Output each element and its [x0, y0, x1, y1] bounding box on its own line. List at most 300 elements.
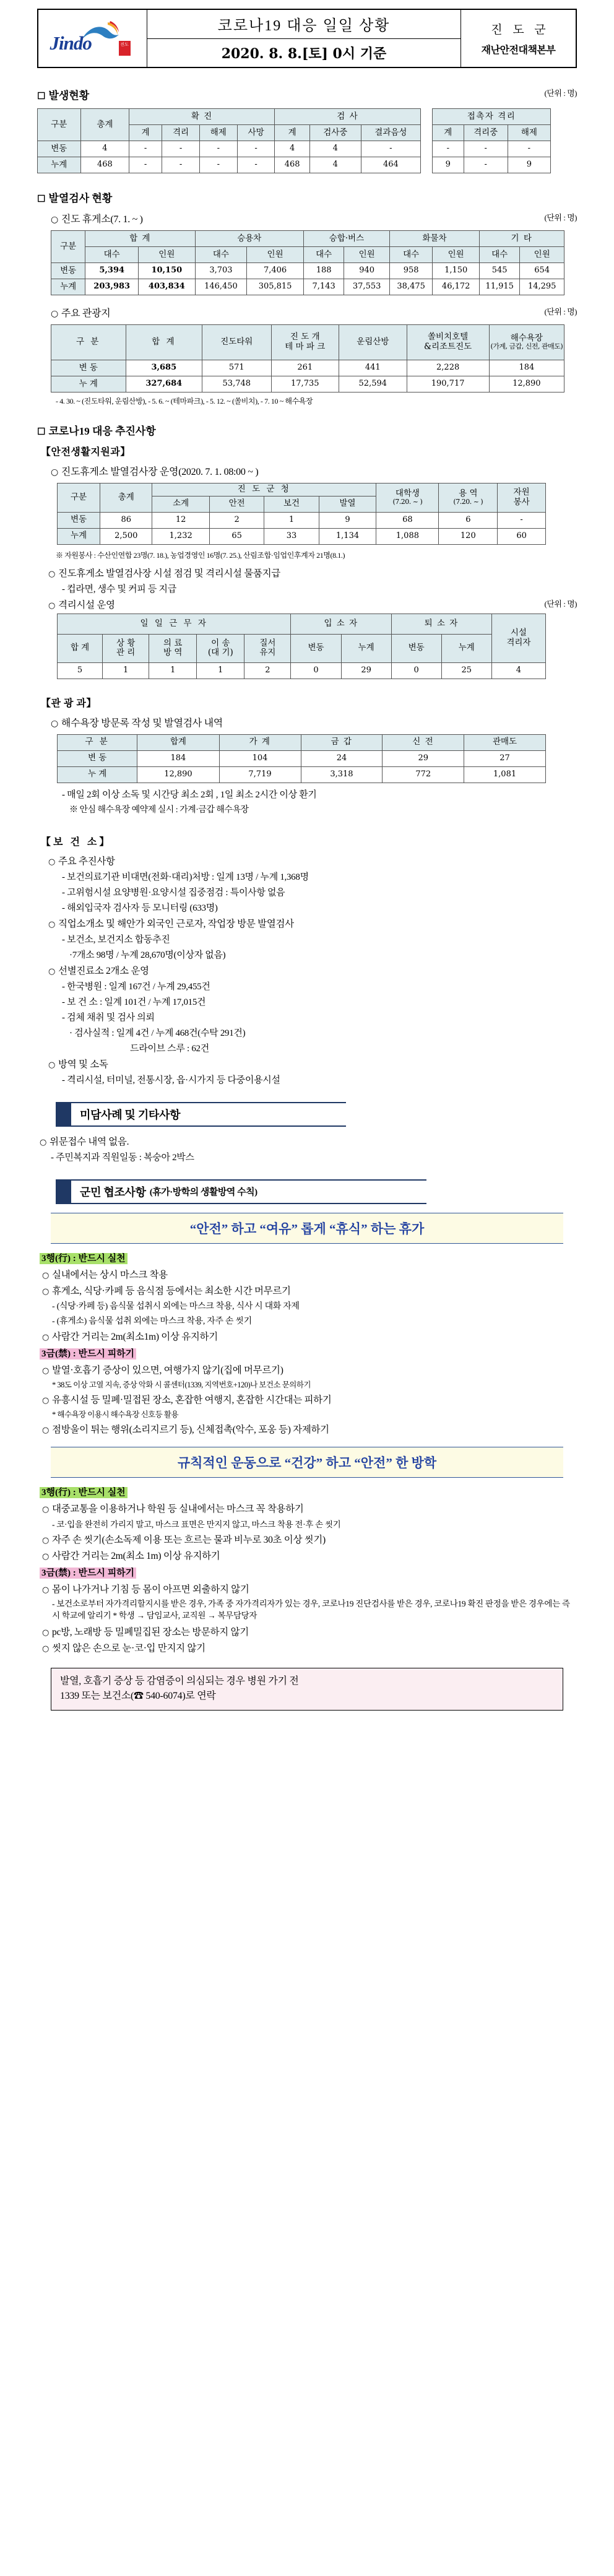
- cell: 4: [309, 157, 361, 173]
- section-heading-fever: ☐ 발열검사 현황: [37, 193, 113, 204]
- cell: 46,172: [433, 279, 480, 295]
- unit-label-2: (단위 : 명): [544, 213, 577, 222]
- th-out-cumulative: 누계: [441, 634, 491, 662]
- vacation-practice-list: [37, 1267, 577, 1343]
- cell: 27: [464, 750, 546, 766]
- cell: 146,450: [195, 279, 247, 295]
- cell: 86: [100, 512, 152, 528]
- table-row: [433, 157, 551, 173]
- th-confirm-iso: 격리: [162, 125, 200, 141]
- list-item: * 38도 이상 고열 지속, 증상 악화 시 콜센터(1339, 지역번호+120)나 보건소 문의하기: [52, 1380, 311, 1389]
- list-item: ○ 선별진료소 2개소 운영: [48, 965, 149, 976]
- cell: 68: [376, 512, 439, 528]
- list-item: - (휴게소) 음식물 섭취 외에는 마스크 착용, 자주 손 씻기: [52, 1316, 252, 1326]
- circle-bullet-icon: ○: [40, 1137, 47, 1147]
- th-situation-mgmt: 상 황 관 리: [103, 634, 149, 662]
- dept-heading-health-center: 【보 건 소】: [41, 836, 112, 848]
- occurrence-tables: [37, 108, 577, 173]
- cell: 33: [264, 528, 319, 544]
- cell: 1,150: [433, 263, 480, 279]
- list-item: - 보건소, 보건지소 합동추진: [62, 934, 170, 945]
- circle-bullet-icon: ○: [42, 1585, 50, 1595]
- unit-label-4: (단위 : 명): [544, 599, 577, 609]
- cell: 24: [301, 750, 383, 766]
- th-count: 대수: [195, 247, 247, 263]
- alert-line-2: 1339 또는 보건소(☎ 540-6074)로 연락: [60, 1690, 216, 1701]
- cell: 25: [441, 662, 491, 679]
- table-row: [51, 376, 564, 392]
- circle-bullet-icon: ○: [42, 1395, 50, 1405]
- cell: -: [508, 141, 550, 157]
- dept-heading-safety: 【안전생활지원과】: [41, 447, 131, 458]
- list-item: ·7개소 98명 / 누계 28,670명(이상자 없음): [69, 950, 226, 960]
- cell: 7,143: [303, 279, 344, 295]
- cell: 203,983: [85, 279, 139, 295]
- logo-wordmark: Jindo: [50, 32, 92, 54]
- occurrence-main-table: [37, 108, 421, 173]
- list-item: ○ 자주 손 씻기(손소독제 이용 또는 흐르는 물과 비누로 30초 이상 씻기): [42, 1534, 326, 1545]
- row-label: 누계: [58, 528, 100, 544]
- circle-bullet-icon: ○: [42, 1504, 50, 1514]
- logo-badge: 진도: [119, 41, 131, 56]
- health-center-list: [37, 854, 577, 1086]
- circle-bullet-icon: ○: [42, 1270, 50, 1280]
- cell: 53,748: [202, 376, 271, 392]
- list-item: ○ 사람간 거리는 2m(최소 1m) 이상 유지하기: [42, 1550, 220, 1561]
- th-discharged-group: 퇴 소 자: [391, 614, 491, 634]
- tag-pink-avoid-1: 3금(禁) : 반드시 피하기: [40, 1347, 577, 1360]
- cell: 7,406: [247, 263, 304, 279]
- circle-bullet-icon: ○: [42, 1644, 50, 1654]
- fever-station-table: [57, 483, 546, 545]
- th-service: 용 역 (7.20. ~ ): [439, 484, 498, 513]
- cell: 9: [433, 157, 464, 173]
- masthead: [37, 9, 577, 68]
- bluebar-label: 군민 협조사항 (휴가·방학의 생활방역 수칙): [71, 1179, 426, 1204]
- cell: 11,915: [479, 279, 519, 295]
- schoolbreak-avoid-list: [37, 1582, 577, 1654]
- cell: 1,081: [464, 766, 546, 783]
- emergency-contact-box: [51, 1668, 563, 1711]
- th-gubun: 구 분: [51, 325, 126, 360]
- th-group-bus: 승합·버스: [303, 231, 389, 247]
- list-item: ○ 휴게소, 식당·카페 등 음식점 등에서는 최소한 시간 머무르기: [42, 1285, 291, 1296]
- th-group-truck: 화물차: [389, 231, 479, 247]
- th-sol-beach: 쏠비치호텔 &리조트진도: [407, 325, 489, 360]
- circle-bullet-icon: ○: [42, 1628, 50, 1637]
- list-item: - 주민복지과 직원일동 : 복숭아 2박스: [51, 1152, 194, 1163]
- cell: 1,088: [376, 528, 439, 544]
- cell: 654: [520, 263, 564, 279]
- beach-note-2: ※ 안심 해수욕장 예약제 실시 : 가계·금갑 해수욕장: [69, 805, 249, 815]
- list-item: ○ 실내에서는 상시 마스크 착용: [42, 1269, 168, 1280]
- th-univ-student: 대학생 (7.20. ~ ): [376, 484, 439, 513]
- list-item: ○ 위문접수 내역 없음.: [40, 1136, 129, 1147]
- list-item: · 검사실적 : 일계 4건 / 누계 468건(수탁 291건): [69, 1028, 246, 1038]
- th-gwanmaedo: 관매도: [464, 734, 546, 750]
- th-people: 인원: [433, 247, 480, 263]
- list-item: - 고위험시설 요양병원·요양시설 집중점검 : 특이사항 없음: [62, 887, 285, 898]
- circle-bullet-icon: ○: [48, 857, 56, 867]
- cell: 29: [383, 750, 464, 766]
- th-people: 인원: [139, 247, 196, 263]
- bluebar-swatch: [56, 1179, 71, 1204]
- list-item: - 보건의료기관 비대면(전화·대리)처방 : 일계 13명 / 누계 1,368명: [62, 872, 309, 882]
- vacation-avoid-list: [37, 1363, 577, 1436]
- th-beach: 해수욕장 (가계, 금갑, 신전, 관매도): [489, 325, 564, 360]
- bluebar-citizen-cooperation: [56, 1179, 577, 1204]
- list-item: ○ 몸이 나가거나 기침 등 몸이 아프면 외출하지 않기: [42, 1584, 249, 1595]
- cell: 571: [202, 360, 271, 376]
- cell: 12,890: [137, 766, 219, 783]
- list-item: - 해외입국자 검사자 등 모니터링 (633명): [62, 903, 218, 913]
- list-item: - 코·입을 완전히 가리지 말고, 마스크 표면은 만지지 않고, 마스크 착용 전·후 손 씻기: [52, 1519, 341, 1529]
- cell: -: [361, 141, 420, 157]
- tourist-sites-note: - 4. 30. ~ (진도타워, 운림산방), - 5. 6. ~ (테마파크), - 5. 12. ~ (쏠비치), - 7. 10 ~ 해수욕장: [56, 397, 313, 405]
- cell: 4: [309, 141, 361, 157]
- masthead-center: [147, 10, 461, 67]
- table-row: [58, 750, 546, 766]
- cell: 10,150: [139, 263, 196, 279]
- circle-bullet-icon: ○: [42, 1551, 50, 1561]
- table-row: [58, 512, 546, 528]
- circle-bullet-icon: ○: [51, 718, 58, 729]
- cell: 0: [391, 662, 441, 679]
- bluebar-label: 미담사례 및 기타사항: [71, 1102, 346, 1127]
- th-safety: 안전: [209, 496, 264, 512]
- th-group-total: 합 계: [85, 231, 195, 247]
- list-item: ○ 씻지 않은 손으로 눈·코·입 만지지 않기: [42, 1642, 205, 1654]
- tag-pink-avoid-2: 3금(禁) : 반드시 피하기: [40, 1566, 577, 1579]
- alert-line-1: 발열, 호흡기 증상 등 감염증이 의심되는 경우 병원 가기 전: [60, 1675, 299, 1686]
- cell: 468: [275, 157, 309, 173]
- table-row: [58, 662, 546, 679]
- th-gubun: 구분: [51, 231, 85, 263]
- cell: 5: [58, 662, 103, 679]
- cell: 120: [439, 528, 498, 544]
- cell: 2: [209, 512, 264, 528]
- row-label: 변동: [58, 512, 100, 528]
- cell: 0: [291, 662, 341, 679]
- subheading-tourist-sites: ○ 주요 관광지 (단위 : 명): [51, 305, 577, 319]
- cell: 3,703: [195, 263, 247, 279]
- cell: 17,735: [271, 376, 339, 392]
- th-count: 대수: [85, 247, 139, 263]
- th-test-group: 검 사: [275, 109, 421, 125]
- th-subtotal: 소계: [152, 496, 210, 512]
- th-total: 합계: [137, 734, 219, 750]
- cell: -: [199, 157, 237, 173]
- beach-visit-table: [57, 734, 546, 783]
- cell: -: [237, 157, 275, 173]
- list-item: - (식당·카페 등) 음식물 섭취시 외에는 마스크 착용, 식사 시 대화 자제: [52, 1301, 300, 1311]
- th-test-negative: 결과음성: [361, 125, 420, 141]
- cell: 1: [103, 662, 149, 679]
- tag-green-practice-1: 3행(行) : 반드시 실천: [40, 1251, 577, 1264]
- circle-bullet-icon: ○: [48, 601, 56, 610]
- cell: 2,500: [100, 528, 152, 544]
- row-label: 변 동: [51, 360, 126, 376]
- cell: 1: [149, 662, 197, 679]
- th-county-group: 진 도 군 청: [152, 484, 376, 497]
- cell: 37,553: [344, 279, 390, 295]
- masthead-org: [461, 10, 576, 67]
- list-item: ○ 대중교통을 이용하거나 학원 등 실내에서는 마스크 꼭 착용하기: [42, 1503, 304, 1514]
- list-item: 드라이브 스루 : 62건: [130, 1043, 209, 1054]
- cell: 60: [498, 528, 546, 544]
- dept-heading-tourism: 【관 광 과】: [41, 698, 97, 709]
- tourist-sites-table: [51, 324, 564, 392]
- th-test-ongoing: 검사중: [309, 125, 361, 141]
- cell-total: 468: [80, 157, 129, 173]
- th-total: 총계: [100, 484, 152, 513]
- list-item: ○ 유흥시설 등 밀폐·밀접된 장소, 혼잡한 여행지, 혼잡한 시간대는 피하기: [42, 1394, 332, 1405]
- org-name: 진 도 군: [491, 24, 550, 37]
- square-bullet-icon: ☐: [37, 427, 46, 437]
- cell: 1: [197, 662, 244, 679]
- circle-bullet-icon: ○: [48, 919, 56, 929]
- cell: 12: [152, 512, 210, 528]
- list-item: * 해수욕장 이용시 해수욕장 신호등 활용: [52, 1410, 179, 1419]
- th-in-change: 변동: [291, 634, 341, 662]
- th-count: 대수: [303, 247, 344, 263]
- table-row: [58, 528, 546, 544]
- th-people: 인원: [520, 247, 564, 263]
- th-in-cumulative: 누계: [341, 634, 391, 662]
- th-beach-sub: (가계, 금갑, 신전, 관매도): [490, 342, 563, 351]
- cell: 958: [389, 263, 433, 279]
- cell: 184: [489, 360, 564, 376]
- cell: 4: [275, 141, 309, 157]
- cell: 3,318: [301, 766, 383, 783]
- list-item: - 보건소로부터 자가격리할지시를 받은 경우, 가족 중 자가격리자가 있는 경우, 코로나19 진단검사를 받은 경우, 코로나19 확진 판정을 받은 경우에는 즉시 학교에 알리기 * 학생 → 담임교사, 교직원 → 복무담당자: [52, 1598, 570, 1621]
- circle-bullet-icon: ○: [51, 309, 58, 319]
- cell: 545: [479, 263, 519, 279]
- th-theme-park: 진 도 개 테 마 파 크: [271, 325, 339, 360]
- isolation-facility-table: [57, 614, 546, 679]
- cell: 5,394: [85, 263, 139, 279]
- cell: 7,719: [219, 766, 301, 783]
- list-item: - 격리시설, 터미널, 전통시장, 읍·시가지 등 다중이용시설: [62, 1075, 280, 1085]
- banner-schoolbreak: 규칙적인 운동으로 “건강” 하고 “안전” 한 방학: [51, 1447, 563, 1478]
- list-item: ○ 사람간 거리는 2m(최소1m) 이상 유지하기: [42, 1331, 218, 1342]
- th-contact-iso: 격리중: [464, 125, 508, 141]
- report-title: 코로나19 대응 일일 상황: [147, 10, 460, 39]
- th-fever: 발열: [319, 496, 376, 512]
- th-out-change: 변동: [391, 634, 441, 662]
- circle-bullet-icon: ○: [42, 1425, 50, 1435]
- cell: 190,717: [407, 376, 489, 392]
- cell: -: [129, 141, 162, 157]
- th-gubun: 구분: [38, 109, 81, 141]
- th-people: 인원: [247, 247, 304, 263]
- th-geumgap: 금 갑: [301, 734, 383, 750]
- table-row: [38, 141, 421, 157]
- th-count: 대수: [479, 247, 519, 263]
- th-order-keeping: 질서 유지: [244, 634, 291, 662]
- th-medical-quarantine: 의 료 방 역: [149, 634, 197, 662]
- row-label: 누계: [38, 157, 81, 173]
- row-label: 변 동: [58, 750, 137, 766]
- row-label: 누계: [51, 279, 85, 295]
- circle-bullet-icon: ○: [48, 569, 56, 579]
- list-item: ○ 직업소개소 및 해안가 외국인 근로자, 작업장 방문 발열검사: [48, 918, 294, 929]
- cell: -: [237, 141, 275, 157]
- unit-label-3: (단위 : 명): [544, 307, 577, 316]
- th-confirm-group: 확 진: [129, 109, 275, 125]
- cell: 464: [361, 157, 420, 173]
- cell: 6: [439, 512, 498, 528]
- cell: -: [464, 157, 508, 173]
- cell: -: [129, 157, 162, 173]
- cell: 940: [344, 263, 390, 279]
- cell: 2,228: [407, 360, 489, 376]
- volunteer-note: ※ 자원봉사 : 수산인연합 23명(7. 18.), 농업경영인 16명(7. 25.), 산림조합·임업인후계자 21명(8.1.): [56, 550, 345, 560]
- cell: 1,232: [152, 528, 210, 544]
- cell: 38,475: [389, 279, 433, 295]
- report-date: 2020. 8. 8.[토] 0시 기준: [221, 45, 387, 62]
- list-item: - 한국병원 : 일계 167건 / 누계 29,455건: [62, 981, 210, 992]
- cell: -: [498, 512, 546, 528]
- th-daily-worker-group: 일 일 근 무 자: [58, 614, 291, 634]
- schoolbreak-practice-list: [37, 1501, 577, 1562]
- circle-bullet-icon: ○: [51, 467, 58, 477]
- circle-bullet-icon: ○: [42, 1366, 50, 1376]
- th-transport: 이 송 (대 기): [197, 634, 244, 662]
- cell: 2: [244, 662, 291, 679]
- th-total: 합 계: [126, 325, 202, 360]
- row-label: 변동: [38, 141, 81, 157]
- circle-bullet-icon: ○: [42, 1535, 50, 1545]
- th-contact-group: 접촉자 격리: [433, 109, 551, 125]
- cell: 12,890: [489, 376, 564, 392]
- th-unrimsanbang: 운림산방: [339, 325, 407, 360]
- cell: 305,815: [247, 279, 304, 295]
- cell: -: [162, 157, 200, 173]
- th-facility-isolated: 시설 격리자: [491, 614, 545, 662]
- row-label: 누 계: [51, 376, 126, 392]
- subheading-rest-area: ○ 진도 휴게소(7. 1. ~ ) (단위 : 명): [51, 211, 577, 225]
- th-gubun: 구분: [58, 484, 100, 513]
- square-bullet-icon: ☐: [37, 194, 46, 204]
- th-people: 인원: [344, 247, 390, 263]
- th-worker-total: 합 계: [58, 634, 103, 662]
- th-group-etc: 기 타: [479, 231, 564, 247]
- circle-bullet-icon: ○: [51, 215, 58, 225]
- cell: 29: [341, 662, 391, 679]
- cell: 3,685: [126, 360, 202, 376]
- th-confirm-sum: 계: [129, 125, 162, 141]
- th-total: 총계: [80, 109, 129, 141]
- cell: 104: [219, 750, 301, 766]
- th-test-sum: 계: [275, 125, 309, 141]
- th-health: 보건: [264, 496, 319, 512]
- th-jindo-tower: 진도타워: [202, 325, 271, 360]
- th-count: 대수: [389, 247, 433, 263]
- cell: 65: [209, 528, 264, 544]
- cell: 188: [303, 263, 344, 279]
- org-dept: 재난안전대책본부: [481, 45, 556, 56]
- cell: 9: [508, 157, 550, 173]
- jindo-logo: [38, 10, 147, 67]
- table-row: [58, 766, 546, 783]
- cell: -: [464, 141, 508, 157]
- table-row: [38, 157, 421, 173]
- bullet-isolation-facility: ○ 격리시설 운영 (단위 : 명): [48, 597, 577, 611]
- subheading-fever-station: ○ 진도휴게소 발열검사장 운영(2020. 7. 1. 08:00 ~ ): [51, 467, 259, 477]
- circle-bullet-icon: ○: [48, 966, 56, 976]
- circle-bullet-icon: ○: [42, 1332, 50, 1342]
- bluebar-good-deeds: [56, 1102, 577, 1127]
- tag-green-practice-2: 3행(行) : 반드시 실천: [40, 1485, 577, 1498]
- row-label: 누 계: [58, 766, 137, 783]
- th-confirm-death: 사망: [237, 125, 275, 141]
- th-gagye: 가 계: [219, 734, 301, 750]
- cell: -: [433, 141, 464, 157]
- cell: 14,295: [520, 279, 564, 295]
- cell: 1,134: [319, 528, 376, 544]
- list-item: - 보 건 소 : 일계 101건 / 누계 17,015건: [62, 997, 206, 1007]
- unit-label-1: (단위 : 명): [544, 89, 577, 98]
- cell: 772: [383, 766, 464, 783]
- list-item: ○ 점방울이 튀는 행위(소리지르기 등), 신체접촉(악수, 포옹 등) 자제하기: [42, 1424, 329, 1435]
- th-contact-rel: 해제: [508, 125, 550, 141]
- beach-note-1: - 매일 2회 이상 소독 및 시간당 최소 2회 , 1일 최소 2시간 이상 환기: [62, 789, 317, 800]
- bluebar-swatch: [56, 1102, 71, 1127]
- list-item: ○ 발열·호흡기 증상이 있으면, 여행가지 않기(집에 머무르기): [42, 1364, 283, 1376]
- th-group-car: 승용차: [195, 231, 303, 247]
- list-item: - 검체 채취 및 검사 의뢰: [62, 1012, 155, 1023]
- cell: 9: [319, 512, 376, 528]
- section-heading-response: ☐ 코로나19 대응 추진사항: [37, 425, 156, 437]
- subheading-beach-log: ○ 해수욕장 방문록 작성 및 발열검사 내역: [51, 718, 223, 729]
- table-row: [51, 263, 564, 279]
- cell: 441: [339, 360, 407, 376]
- cell: -: [162, 141, 200, 157]
- th-volunteer: 자원 봉사: [498, 484, 546, 513]
- banner-vacation: “안전” 하고 “여유” 롭게 “휴식” 하는 휴가: [51, 1213, 563, 1244]
- contact-isolation-table: [432, 108, 551, 173]
- bullet-facility-check-sub: - 컵라면, 생수 및 커피 등 지급: [62, 584, 176, 594]
- list-item: ○ 주요 추진사항: [48, 856, 115, 867]
- cell: 327,684: [126, 376, 202, 392]
- th-contact-sum: 계: [433, 125, 464, 141]
- cell: 184: [137, 750, 219, 766]
- th-gubun: 구 분: [58, 734, 137, 750]
- cell-total: 4: [80, 141, 129, 157]
- list-item: ○ 방역 및 소독: [48, 1059, 108, 1070]
- circle-bullet-icon: ○: [42, 1286, 50, 1296]
- th-admitted-group: 입 소 자: [291, 614, 391, 634]
- square-bullet-icon: ☐: [37, 92, 46, 102]
- row-label: 변동: [51, 263, 85, 279]
- circle-bullet-icon: ○: [48, 1060, 56, 1070]
- bullet-facility-check: ○ 진도휴게소 발열검사장 시설 점검 및 격리시설 물품지급: [48, 568, 280, 579]
- cell: 4: [491, 662, 545, 679]
- table-row: [51, 279, 564, 295]
- th-sinjeon: 신 전: [383, 734, 464, 750]
- cell: 1: [264, 512, 319, 528]
- th-confirm-rel: 해제: [199, 125, 237, 141]
- cell: -: [199, 141, 237, 157]
- cell: 261: [271, 360, 339, 376]
- section-heading-occurrence: ☐ 발생현황 (단위 : 명): [37, 87, 577, 102]
- rest-area-table: [51, 230, 564, 295]
- cell: 52,594: [339, 376, 407, 392]
- cell: 403,834: [139, 279, 196, 295]
- table-row: [433, 141, 551, 157]
- table-row: [51, 360, 564, 376]
